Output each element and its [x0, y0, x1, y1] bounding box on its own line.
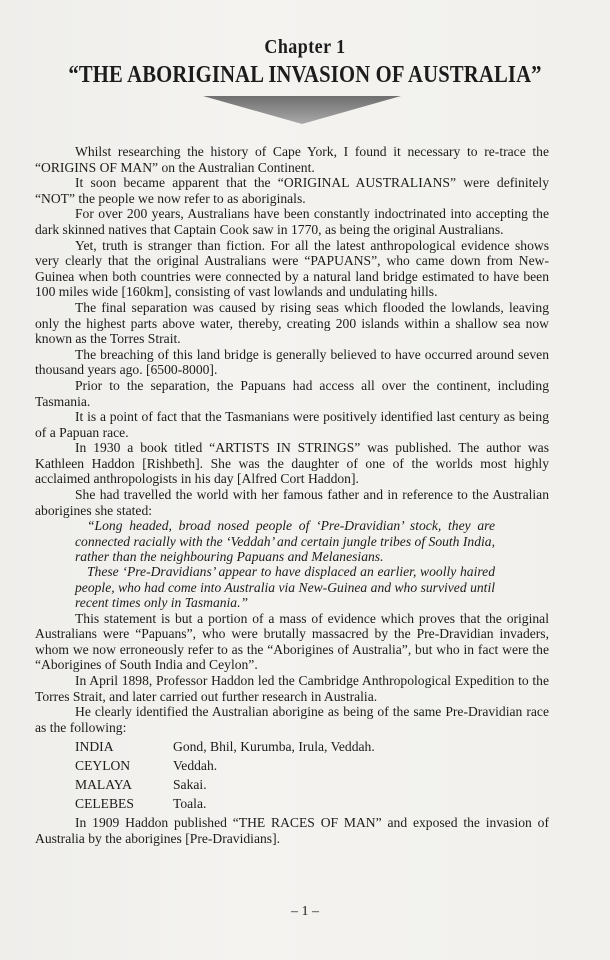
paragraph: The final separation was caused by rising seas which flooded the lowlands, leaving only the highest parts above water, thereby, creating 200 islands within a shallow sea now known as the Torres Strait. — [35, 299, 549, 347]
down-arrow-icon — [203, 96, 401, 124]
chapter-title: “THE ABORIGINAL INVASION OF AUSTRALIA” — [68, 62, 542, 88]
paragraph: Whilst researching the history of Cape York, I found it necessary to re-trace the “ORIGINS OF MAN” on the Australian Continent. — [35, 144, 549, 175]
race-region: INDIA — [75, 739, 114, 755]
paragraph-group-closing — [35, 815, 549, 846]
paragraph: Prior to the separation, the Papuans had access all over the continent, including Tasmania. — [35, 377, 549, 409]
race-row — [75, 756, 375, 775]
paragraph: In 1930 a book titled “ARTISTS IN STRINGS” was published. The author was Kathleen Haddon [Rishbeth]. She was the daughter of one of the worlds most highly acclaimed anthropologists in his day [Alfred Cort Haddon]. — [35, 440, 549, 487]
race-peoples: Gond, Bhil, Kurumba, Irula, Veddah. — [173, 739, 375, 755]
paragraph: It soon became apparent that the “ORIGINAL AUSTRALIANS” were definitely “NOT” the people we now refer to as aboriginals. — [35, 175, 549, 206]
chapter-body — [35, 144, 549, 847]
paragraph: For over 200 years, Australians have been constantly indoctrinated into accepting the dark skinned natives that Captain Cook saw in 1770, as being the original Australians. — [35, 206, 549, 237]
page-number: – 1 – — [291, 904, 319, 919]
paragraph-group-intro — [35, 144, 549, 518]
block-quote — [75, 518, 495, 610]
race-peoples: Toala. — [173, 796, 207, 812]
paragraph: She had travelled the world with her famous father and in reference to the Australian aborigines she stated: — [35, 487, 549, 518]
arrow-shape — [203, 96, 401, 124]
race-region: CELEBES — [75, 796, 134, 812]
paragraph: This statement is but a portion of a mass of evidence which proves that the original Australians were “Papuans”, who were brutally massacred by the Pre-Dravidian invaders, whom we now erroneously refer to as the “Aborigines of Australia”, but who in fact were the “Aborigines of South India and Ceylon”. — [35, 610, 549, 673]
paragraph: In 1909 Haddon published “THE RACES OF MAN” and exposed the invasion of Australia by the aborigines [Pre-Dravidians]. — [35, 815, 549, 847]
race-row — [75, 775, 375, 794]
race-region: MALAYA — [75, 777, 132, 793]
race-row — [75, 794, 375, 813]
race-peoples: Veddah. — [173, 758, 218, 774]
chapter-label: Chapter 1 — [264, 36, 346, 58]
quote-paragraph: These ‘Pre-Dravidians’ appear to have displaced an earlier, woolly haired people, who had come into Australia via New-Guinea and who survived until recent times only in Tasmania.” — [75, 564, 495, 611]
paragraph: In April 1898, Professor Haddon led the Cambridge Anthropological Expedition to the Torres Strait, and later carried out further research in Australia. — [35, 673, 549, 704]
paragraph: Yet, truth is stranger than fiction. For all the latest anthropological evidence shows very clearly that the original Australians were “PAPUANS”, who came down from New-Guinea when both countries were connected by a natural land bridge estimated to have been 100 miles wide [160km], consisting of vast lowlands and undulating hills. — [35, 237, 549, 300]
quote-paragraph: “Long headed, broad nosed people of ‘Pre-Dravidian’ stock, they are connected racially with the ‘Veddah’ and certain jungle tribes of South India, rather than the neighbouring Papuans and Melanesians. — [75, 518, 495, 565]
paragraph-group-evidence — [35, 611, 549, 736]
paragraph: He clearly identified the Australian aborigine as being of the same Pre-Dravidian race as the following: — [35, 704, 549, 735]
paragraph: The breaching of this land bridge is generally believed to have occurred around seven thousand years ago. [6500-8000]. — [35, 346, 549, 378]
paragraph: It is a point of fact that the Tasmanians were positively identified last century as being of a Papuan race. — [35, 409, 549, 440]
race-table — [75, 737, 375, 813]
race-region: CEYLON — [75, 758, 131, 774]
race-row — [75, 737, 375, 756]
race-peoples: Sakai. — [173, 777, 207, 793]
